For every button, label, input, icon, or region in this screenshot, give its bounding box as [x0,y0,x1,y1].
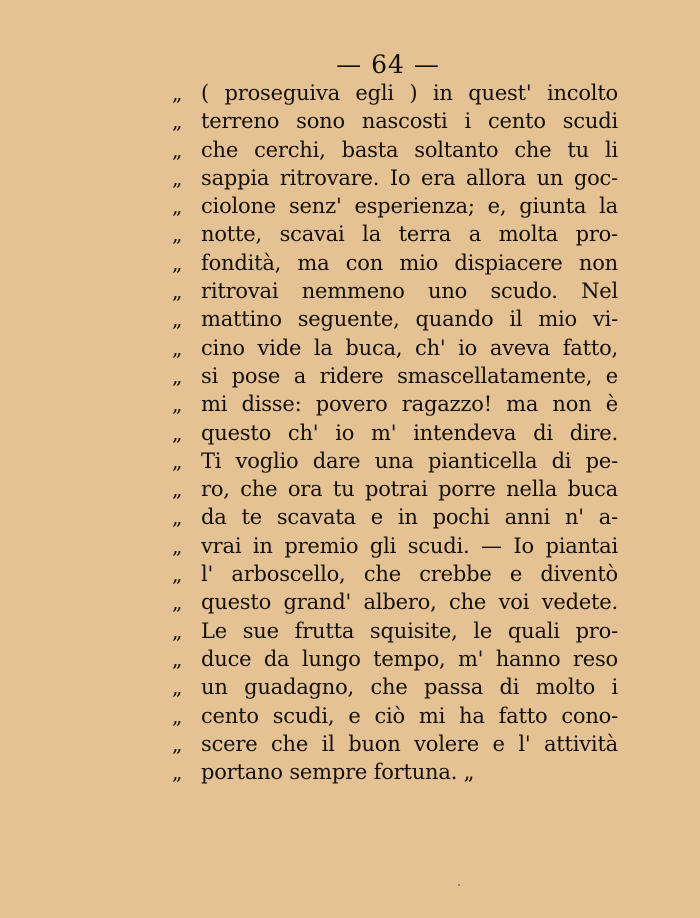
line-text: sappia ritrovare. Io era allora un goc- [201,165,618,190]
text-line [172,560,618,588]
text-line [172,390,618,418]
text-line [172,249,618,277]
text-line [172,334,618,362]
line-text: portano sempre fortuna. „ [201,760,475,785]
text-line [172,730,618,758]
quote-mark: „ [172,731,183,756]
text-line [172,702,618,730]
text-line [172,192,618,220]
page-number: — 64 — [336,50,440,79]
quote-mark: „ [172,477,183,502]
paper-speck [458,884,460,886]
line-text: Ti voglio dare una pianticella di pe- [201,448,618,473]
line-text: si pose a ridere smascellatamente, e [201,363,618,388]
quote-mark: „ [172,760,183,785]
line-text: mattino seguente, quando il mio vi- [201,307,618,332]
text-line [172,277,618,305]
quote-mark: „ [172,279,183,304]
text-line [172,107,618,135]
line-text: che cerchi, basta soltanto che tu li [201,137,618,162]
text-line [172,617,618,645]
quote-mark: „ [172,392,183,417]
quote-mark: „ [172,363,183,388]
text-line [172,645,618,673]
text-line [172,588,618,616]
quote-mark: „ [172,505,183,530]
line-text: cino vide la buca, ch' io aveva fatto, [201,335,618,360]
quote-mark: „ [172,194,183,219]
line-text: questo ch' io m' intendeva di dire. [201,420,618,445]
text-line [172,447,618,475]
text-line [172,164,618,192]
quote-mark: „ [172,222,183,247]
line-text: fondità, ma con mio dispiacere non [201,250,618,275]
line-text: ritrovai nemmeno uno scudo. Nel [201,279,618,304]
line-text: vrai in premio gli scudi. — Io piantai [201,533,618,558]
text-line [172,503,618,531]
text-line [172,220,618,248]
line-text: cento scudi, e ciò mi ha fatto cono- [201,703,618,728]
text-line [172,475,618,503]
quote-mark: „ [172,250,183,275]
line-text: ( proseguiva egli ) in quest' incolto [201,81,618,105]
line-text: l' arboscello, che crebbe e diventò [201,562,618,587]
quote-mark: „ [172,703,183,728]
line-text: ro, che ora tu potrai porre nella buca [201,477,618,502]
text-line [172,79,618,107]
quote-mark: „ [172,590,183,615]
quote-mark: „ [172,420,183,445]
quote-mark: „ [172,562,183,587]
quote-mark: „ [172,448,183,473]
line-text: un guadagno, che passa di molto i [201,675,618,700]
quote-mark: „ [172,137,183,162]
text-line [172,136,618,164]
text-line [172,362,618,390]
text-line [172,673,618,701]
quote-mark: „ [172,618,183,643]
line-text: scere che il buon volere e l' attività [201,731,618,756]
text-block [172,79,618,786]
line-text: questo grand' albero, che voi vedete. [201,590,618,615]
text-line [172,419,618,447]
quote-mark: „ [172,533,183,558]
line-text: Le sue frutta squisite, le quali pro- [201,618,618,643]
line-text: notte, scavai la terra a molta pro- [201,222,618,247]
text-line [172,305,618,333]
line-text: ciolone senz' esperienza; e, giunta la [201,194,618,219]
quote-mark: „ [172,335,183,360]
text-line [172,758,618,786]
line-text: mi disse: povero ragazzo! ma non è [201,392,618,417]
quote-mark: „ [172,675,183,700]
line-text: da te scavata e in pochi anni n' a- [201,505,618,530]
text-line [172,532,618,560]
quote-mark: „ [172,81,183,105]
line-text: duce da lungo tempo, m' hanno reso [201,646,618,671]
line-text: terreno sono nascosti i cento scudi [201,109,618,134]
quote-mark: „ [172,646,183,671]
quote-mark: „ [172,165,183,190]
quote-mark: „ [172,109,183,134]
quote-mark: „ [172,307,183,332]
